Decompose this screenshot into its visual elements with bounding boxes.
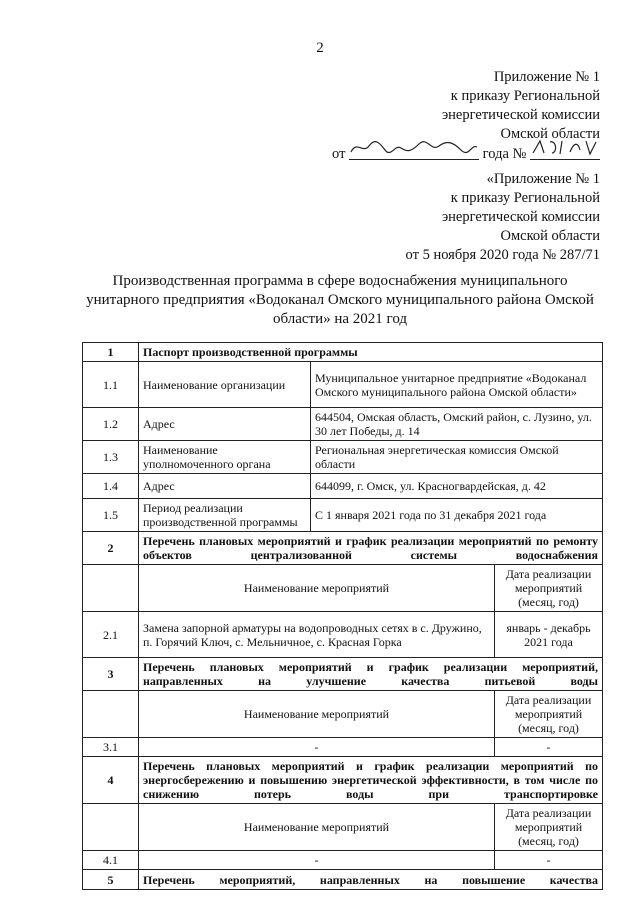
section-header — [139, 658, 603, 691]
column-header-name: Наименование мероприятий — [139, 804, 495, 851]
section-header-text: Перечень мероприятий, направленных на повышение качества — [143, 872, 598, 887]
column-header-date: Дата реализации мероприятий (месяц, год) — [495, 804, 603, 851]
measure-date: - — [495, 738, 603, 757]
section-number: 4 — [83, 757, 139, 804]
title-line: унитарного предприятия «Водоканал Омского муниципального района Омской — [86, 292, 594, 308]
appendix-line: «Приложение № 1 — [486, 171, 600, 187]
column-header-date: Дата реализации мероприятий (месяц, год) — [495, 691, 603, 738]
row-value: С 1 января 2021 года по 31 декабря 2021 года — [311, 499, 603, 532]
section-number: 3 — [83, 658, 139, 691]
table-row — [83, 565, 603, 612]
title-line: Производственная программа в сфере водоснабжения муниципального — [112, 273, 568, 289]
table-row — [83, 532, 603, 565]
row-number: 1.5 — [83, 499, 139, 532]
section-header: Паспорт производственной программы — [139, 343, 603, 362]
appendix-line: от 5 ноября 2020 года № 287/71 — [405, 247, 600, 263]
table-row — [83, 804, 603, 851]
measure-date: январь - декабрь 2021 года — [495, 612, 603, 658]
table-row — [83, 738, 603, 757]
row-label: Наименование организации — [139, 362, 311, 408]
table-row — [83, 343, 603, 362]
page-number: 2 — [316, 40, 324, 56]
handwritten-date-signature — [349, 144, 479, 160]
row-number: 2.1 — [83, 612, 139, 658]
handwritten-number-signature — [530, 144, 600, 160]
section-header-text: Перечень плановых мероприятий и график реализации мероприятий по ремонту объектов централизованной системы водоснабжения — [143, 534, 598, 562]
section-number: 2 — [83, 532, 139, 565]
appendix-previous — [406, 170, 600, 265]
row-number: 4.1 — [83, 851, 139, 870]
section-number: 1 — [83, 343, 139, 362]
row-value: Региональная энергетическая комиссия Омской области — [311, 441, 603, 474]
table-row — [83, 612, 603, 658]
measure-name: - — [139, 738, 495, 757]
row-number: 1.2 — [83, 408, 139, 441]
table-row — [83, 658, 603, 691]
section-header — [139, 757, 603, 804]
table-row — [83, 408, 603, 441]
section-header-text: Перечень плановых мероприятий и график реализации мероприятий, направленных на улучшение качества питьевой воды — [143, 660, 598, 688]
appendix-line: Приложение № 1 — [493, 69, 600, 85]
appendix-line: энергетической комиссии — [441, 107, 600, 123]
row-value: 644504, Омская область, Омский район, с. Лузино, ул. 30 лет Победы, д. 14 — [311, 408, 603, 441]
row-number: 1.3 — [83, 441, 139, 474]
row-number: 1.1 — [83, 362, 139, 408]
appendix-line: к приказу Региональной — [450, 190, 600, 206]
date-middle: года № — [482, 146, 527, 162]
section-header-text: Перечень плановых мероприятий и график реализации мероприятий по энергосбережению и повышению энергетической эффективности, в том числе по снижению потерь воды при транспортировке — [143, 759, 598, 801]
appendix-line: к приказу Региональной — [450, 88, 600, 104]
table-row — [83, 691, 603, 738]
section-header — [139, 870, 603, 890]
table-row — [83, 474, 603, 499]
document-title — [70, 272, 610, 329]
table-row — [83, 870, 603, 890]
measure-date: - — [495, 851, 603, 870]
column-header-date: Дата реализации мероприятий (месяц, год) — [495, 565, 603, 612]
row-number: 3.1 — [83, 738, 139, 757]
row-label: Адрес — [139, 474, 311, 499]
table-row — [83, 362, 603, 408]
row-label: Наименование уполномоченного органа — [139, 441, 311, 474]
empty-cell — [83, 565, 139, 612]
empty-cell — [83, 691, 139, 738]
row-label: Адрес — [139, 408, 311, 441]
row-number: 1.4 — [83, 474, 139, 499]
table-row — [83, 851, 603, 870]
appendix-line: энергетической комиссии — [441, 209, 600, 225]
program-table — [82, 342, 603, 890]
empty-cell — [83, 804, 139, 851]
appendix-current — [332, 68, 600, 164]
title-line: области» на 2021 год — [272, 311, 408, 327]
table-row — [83, 757, 603, 804]
appendix-line: Омской области — [500, 228, 600, 244]
row-value: Муниципальное унитарное предприятие «Водоканал Омского муниципального района Омской области» — [311, 362, 603, 408]
appendix-date-line — [332, 144, 600, 164]
section-header — [139, 532, 603, 565]
section-number: 5 — [83, 870, 139, 890]
row-label: Период реализации производственной программы — [139, 499, 311, 532]
appendix-line: Омской области — [500, 126, 600, 142]
measure-name: Замена запорной арматуры на водопроводных сетях в с. Дружино, п. Горячий Ключ, с. Мельничное, с. Красная Горка — [139, 612, 495, 658]
table-row — [83, 441, 603, 474]
column-header-name: Наименование мероприятий — [139, 691, 495, 738]
measure-name: - — [139, 851, 495, 870]
column-header-name: Наименование мероприятий — [139, 565, 495, 612]
row-value: 644099, г. Омск, ул. Красногвардейская, д. 42 — [311, 474, 603, 499]
date-prefix: от — [332, 146, 346, 162]
table-row — [83, 499, 603, 532]
